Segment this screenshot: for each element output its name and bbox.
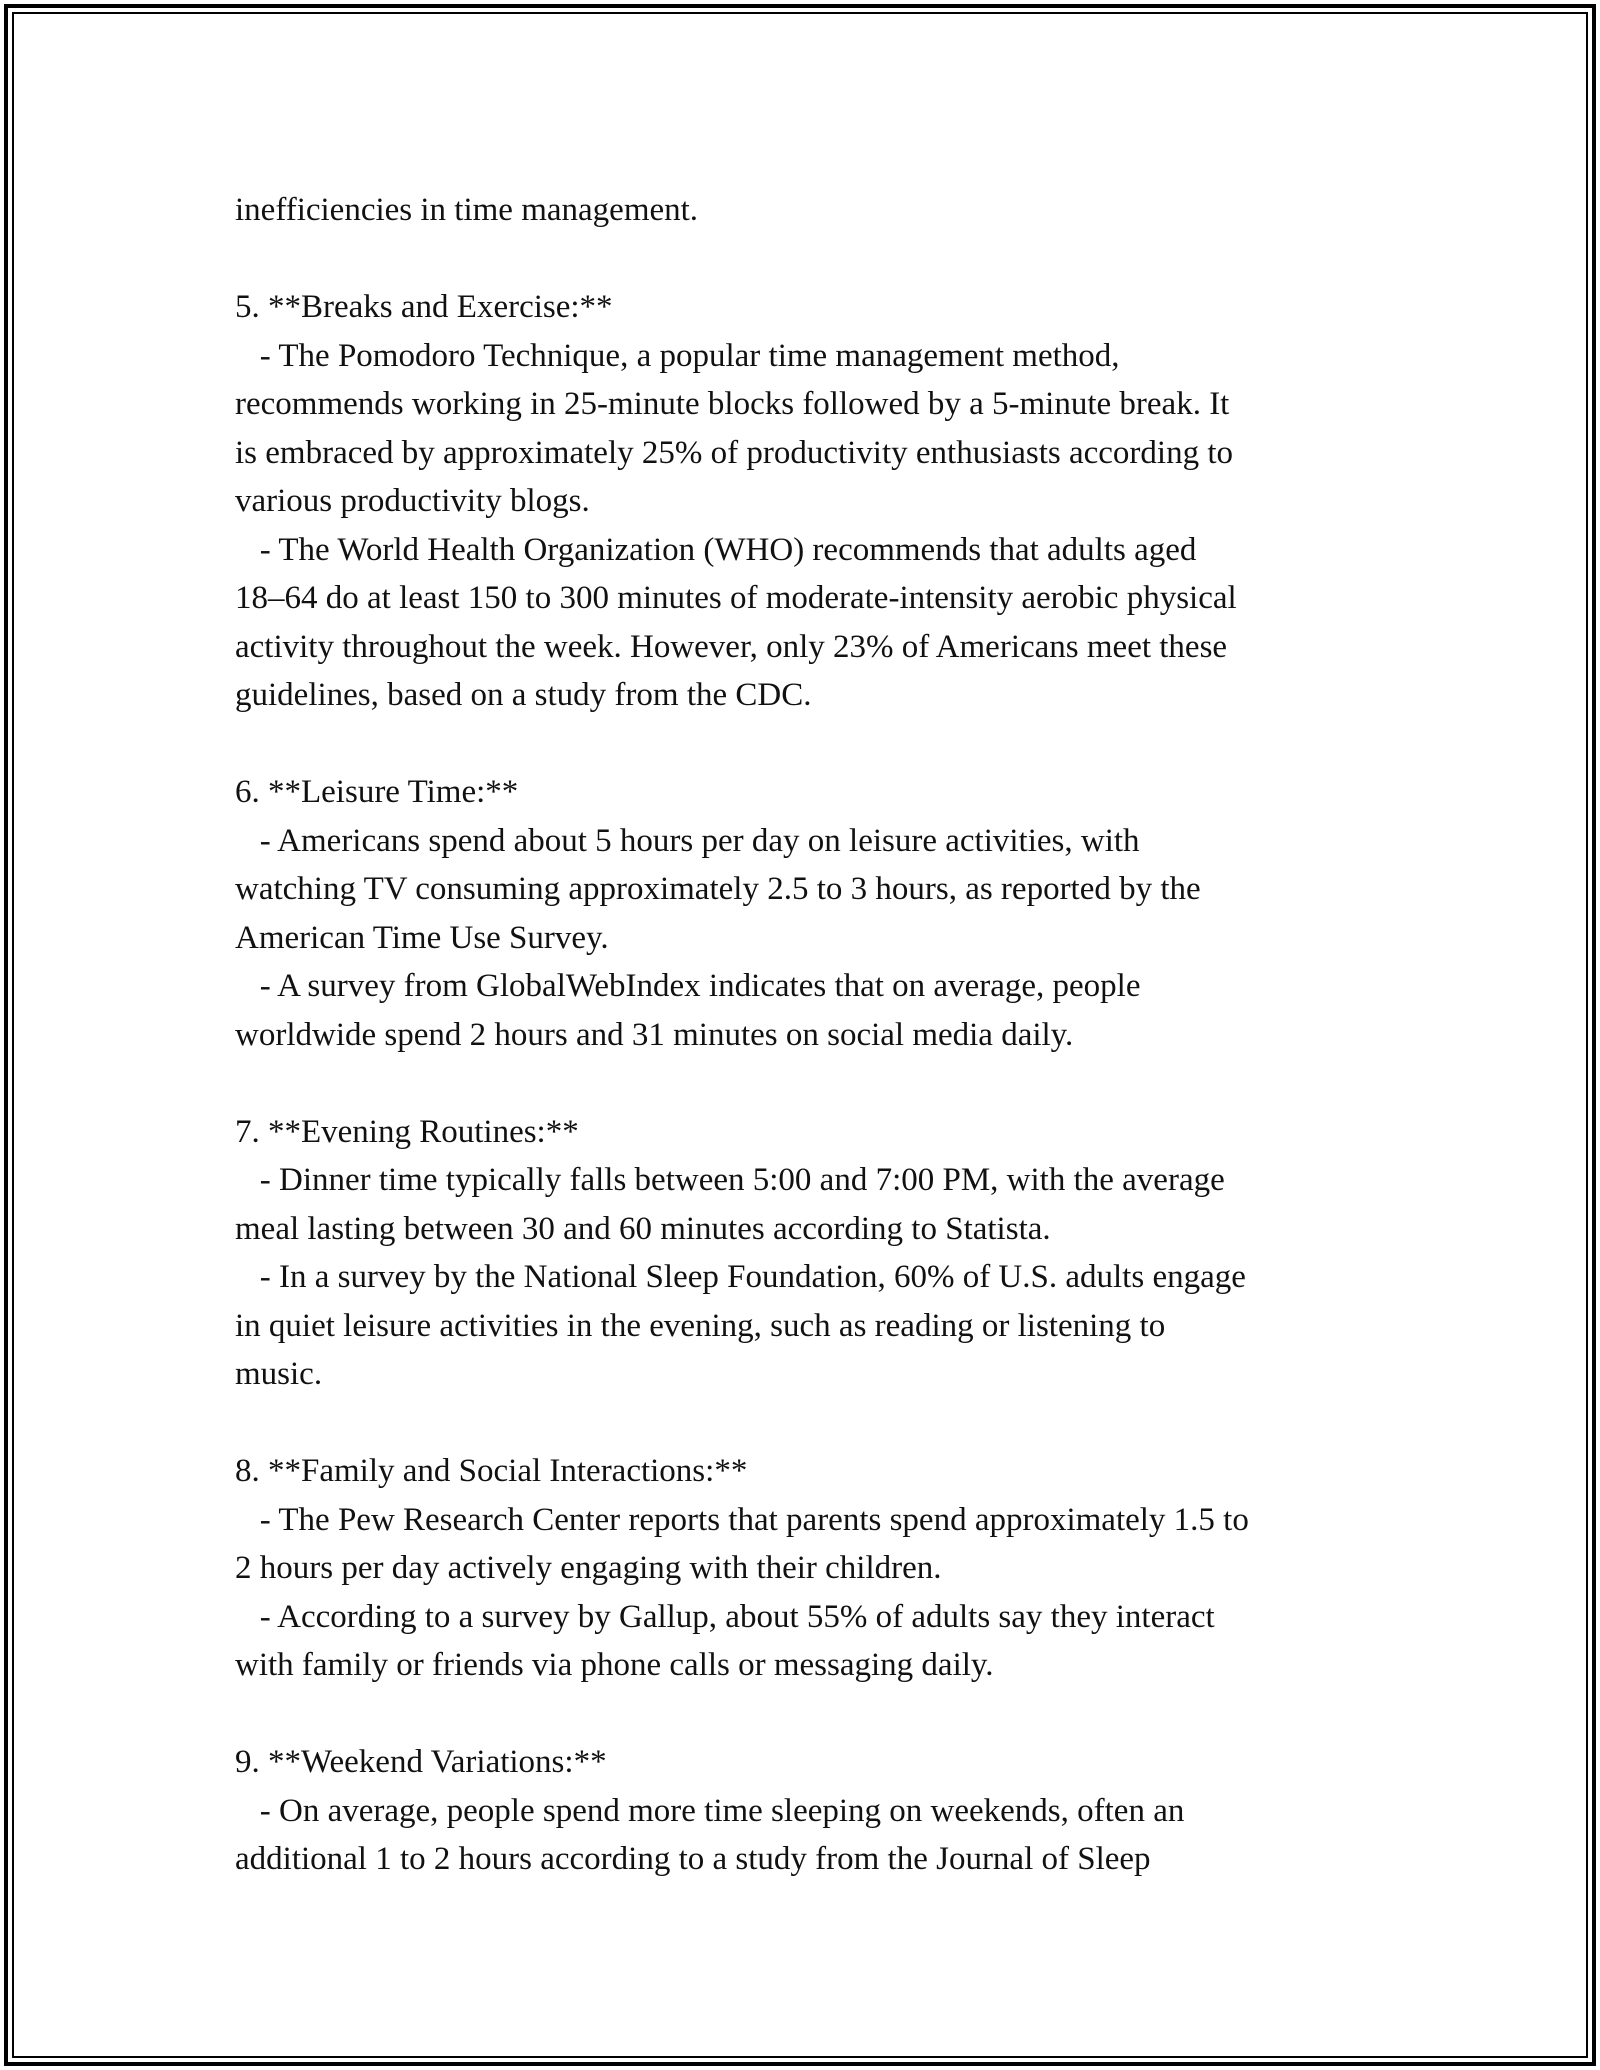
section-line: - The Pew Research Center reports that parents spend approximately 1.5 to [235, 1501, 1249, 1538]
spacer [235, 235, 1385, 284]
section-heading: 7. **Evening Routines:** [235, 1113, 579, 1150]
section-line: 18–64 do at least 150 to 300 minutes of moderate-intensity aerobic physical [235, 580, 1237, 616]
section-line: - The World Health Organization (WHO) recommends that adults aged [235, 531, 1197, 568]
section-line: in quiet leisure activities in the evening, such as reading or listening to [235, 1307, 1166, 1344]
section-heading: 9. **Weekend Variations:** [235, 1744, 607, 1780]
section-line: American Time Use Survey. [235, 919, 609, 956]
section-line: with family or friends via phone calls or messaging daily. [235, 1647, 994, 1683]
section-line: - Americans spend about 5 hours per day on leisure activities, with [235, 822, 1140, 859]
section-line: - A survey from GlobalWebIndex indicates that on average, people [235, 968, 1141, 1004]
section-line: meal lasting between 30 and 60 minutes according to Statista. [235, 1210, 1051, 1247]
spacer [235, 720, 1385, 769]
spacer [235, 1690, 1385, 1739]
section-line: - On average, people spend more time sleeping on weekends, often an [235, 1792, 1185, 1829]
section-line: worldwide spend 2 hours and 31 minutes on social media daily. [235, 1016, 1074, 1053]
section-line: guidelines, based on a study from the CDC. [235, 677, 812, 713]
section-line: - According to a survey by Gallup, about 55% of adults say they interact [235, 1598, 1215, 1635]
section-line: 2 hours per day actively engaging with their children. [235, 1550, 942, 1586]
section-line: recommends working in 25-minute blocks followed by a 5-minute break. It [235, 386, 1230, 422]
section-line: activity throughout the week. However, only 23% of Americans meet these [235, 628, 1228, 665]
spacer [235, 1059, 1385, 1108]
section-heading: 6. **Leisure Time:** [235, 774, 519, 810]
section-heading: 8. **Family and Social Interactions:** [235, 1453, 748, 1489]
document-body [235, 186, 1385, 1884]
section-line: - The Pomodoro Technique, a popular time management method, [235, 337, 1120, 374]
section-line: - In a survey by the National Sleep Foundation, 60% of U.S. adults engage [235, 1259, 1246, 1295]
section-heading: 5. **Breaks and Exercise:** [235, 289, 613, 325]
section-line: additional 1 to 2 hours according to a study from the Journal of Sleep [235, 1841, 1151, 1877]
intro-line: inefficiencies in time management. [235, 192, 699, 228]
section-line: watching TV consuming approximately 2.5 to 3 hours, as reported by the [235, 871, 1201, 907]
spacer [235, 1399, 1385, 1448]
section-line: - Dinner time typically falls between 5:00 and 7:00 PM, with the average [235, 1162, 1225, 1198]
section-line: music. [235, 1356, 323, 1392]
section-line: is embraced by approximately 25% of productivity enthusiasts according to [235, 434, 1233, 471]
section-line: various productivity blogs. [235, 483, 590, 519]
